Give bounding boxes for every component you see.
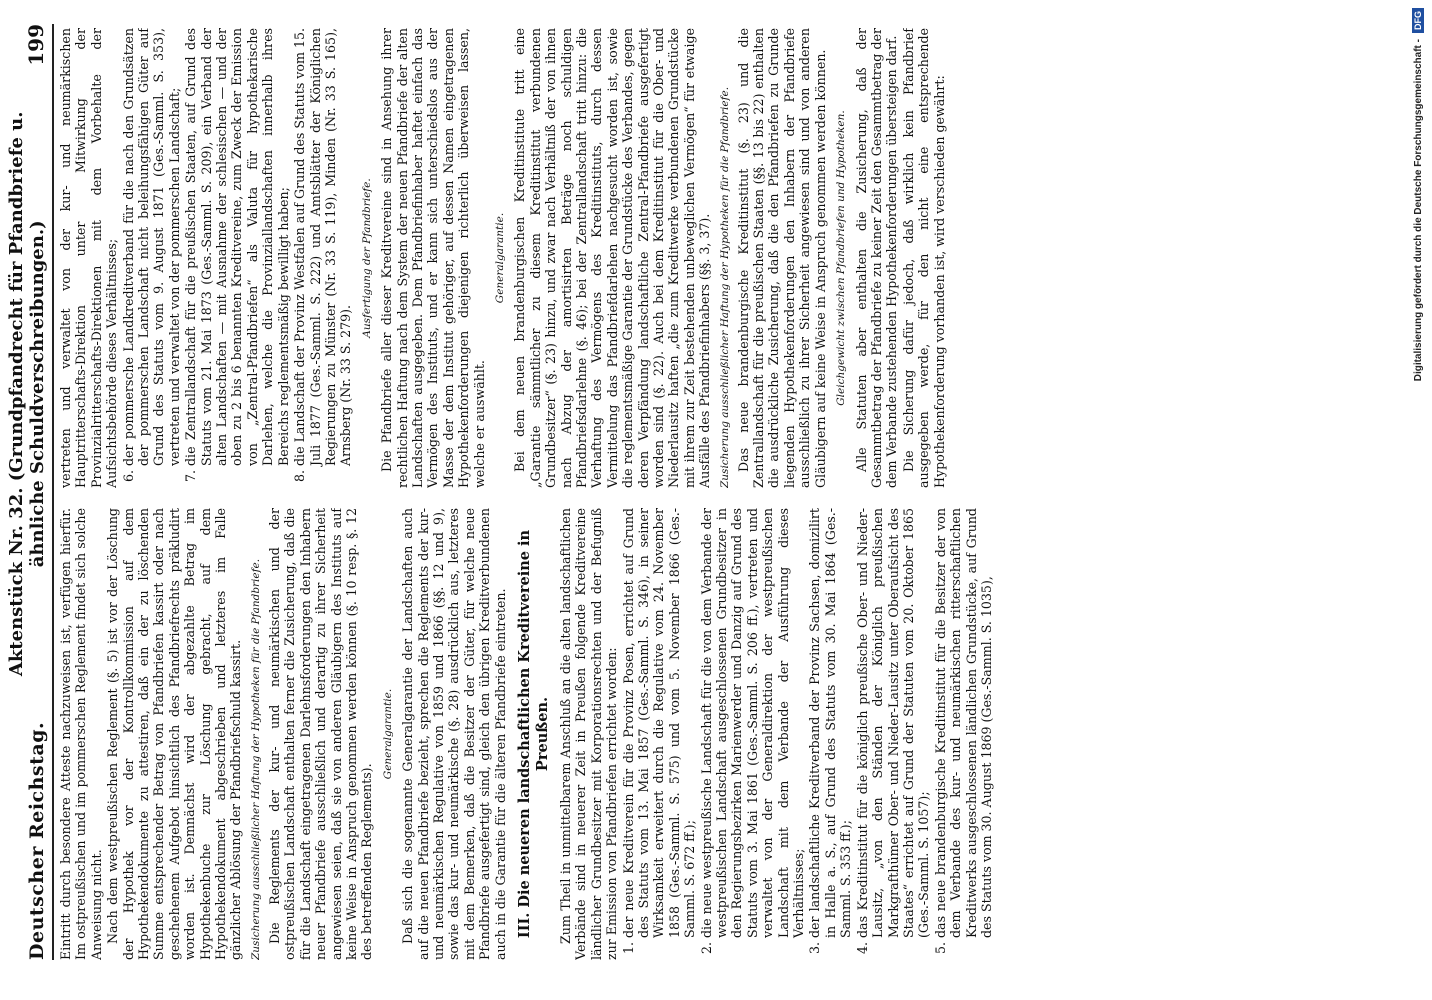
list-item: 4. das Kreditinstitut für die königlich preußische Ober- und Nieder-Lausitz, „von den Ständen der Königlich preußischen Markgrafthümer Ober- und Nieder-Lausitz unter Oberaufsicht des Staates“ errichtet auf Grund der Statuten vom 20. Oktober 1865 (Ges.-Samml. S. 1057); [855, 508, 932, 938]
paragraph: Die Reglements der kur- und neumärkischen und der ostpreußischen Landschaft enthalten ferner die Zusicherung, daß die für die Landschaft eingetragenen Darlehnsforderungen den Inhabern neuer Pfandbriefe ausschließlich und derartig zu ihrer Sicherheit angewiesen seien, daß sie von anderen Gläubigern des Instituts auf keine Weise in Anspruch genommen werden können (§. 10 resp. §. 12 des betreffenden Reglements). [266, 508, 375, 960]
page-number: 199 [24, 24, 48, 66]
footer-text: Digitalisierung gefördert durch die Deutsche Forschungsgemeinschaft - [1412, 39, 1424, 382]
list-item: 2. die neue westpreußische Landschaft für die von dem Verbande der westpreußischen Landschaft ausgeschlossenen Grundbesitzer in den Regierungsbezirken Marienwerder und Danzig auf Grund des Statuts vom 3. Mai 1861 (Ges.-Samml. S. 206 ff.), vertreten und verwaltet von der Generaldirektion der westpreußischen Landschaft mit dem Verbande der Ausführung dieses Verhältnisses; [699, 508, 807, 938]
paragraph: Das neue brandenburgische Kreditinstitut (§. 23) und die Zentrallandschaft für die preußischen Staaten (§§. 13 bis 22) enthalten die ausdrückliche Zusicherung, daß die den Pfandbriefen zu Grunde liegenden Hypothekenforderungen den Inhabern der Pfandbriefe ausschließlich zu ihrer Sicherheit angewiesen sind und von anderen Gläubigern auf keine Weise in Anspruch genommen werden können. [735, 28, 828, 488]
digitization-footer [1404, 0, 1432, 1000]
list-item: 7. die Zentrallandschaft für die preußischen Staaten, auf Grund des Statuts vom 21. Mai 1873 (Ges.-Samml. S. 209), ein Verband der alten Landschaften — mit Ausnahme der schlesischen — und der oben zu 2 bis 6 benannten Kreditvereine, zum Zweck der Emission von „Zentral-Pfandbriefen“ als Valuta für hypothekarische Darlehen, welche die Provinziallandschaften innerhalb ihres Bereichs reglementsmäßig bewilligt haben; [183, 28, 291, 466]
paragraph: Bei dem neuen brandenburgischen Kreditinstitute tritt eine „Garantie sämmtlicher zu diesem Kreditinstitut verbundenen Grundbesitzer“ (§. 23) hinzu, und zwar nach Verhältniß der von ihnen nach Abzug der amortisirten Beträge noch schuldigen Pfandbriefsdarlehne (§. 46); bei der Zentrallandschaft tritt hinzu: die Verhaftung des Vermögens des Kreditinstituts, durch dessen Vermittelung das Pfandbriefdarlehen nachgesucht worden ist, sowie die reglementsmäßige Garantie der Grundstücke des Verbandes, gegen deren Verpfändung landschaftliche Zentral-Pfandbriefe ausgefertigt worden sind (§. 22). Auch bei dem Kreditinstitut für die Ober- und Niederlausitz haften „die zum Kreditwerke verbundenen Grundstücke mit ihrem zur Zeit bestehenden unbeweglichen Vermögen“ für etwaige Ausfälle des Pfandbriefinhabers (§§. 3, 37). [512, 28, 713, 488]
margin-note: Generalgarantie. [493, 212, 506, 304]
page-header [4, 24, 54, 960]
list-item: 8. die Landschaft der Provinz Westfalen auf Grund des Statuts vom 15. Juli 1877 (Ges.-Samml. S. 222) und Amtsblätter der Königlichen Regierungen zu Münster (Nr. 33 S. 119), Minden (Nr. 33 S. 165), Arnsberg (Nr. 33 S. 279). [292, 28, 354, 466]
list-item: 6. der pommersche Landkreditverband für die nach den Grundsätzen der pommerschen Landschaft nicht beleihungsfähigen Güter auf Grund des Statuts vom 9. August 1871 (Ges.-Samml. S. 353), vertreten und verwaltet von der pommerschen Landschaft; [121, 28, 183, 466]
paragraph: Eintritt durch besondere Atteste nachzuweisen ist, verfügen hierfür. Im ostpreußischen und im pommerschen Reglement findet sich solche Anweisung nicht. [58, 508, 104, 960]
paragraph: Alle Statuten aber enthalten die Zusicherung, daß der Gesammtbetrag der Pfandbriefe zu keiner Zeit den Gesammtbetrag der dem Verbande zustehenden Hypothekenforderungen übersteigen darf. [853, 28, 900, 488]
paragraph: Daß sich die sogenannte Generalgarantie der Landschaften auch auf die neuen Pfandbriefe bezieht, sprechen die Reglements der kur- und neumärkischen Regulative von 1859 und 1866 (§§. 12 und 9), sowie das kur- und neumärkische (§. 28) ausdrücklich aus, letzteres mit dem Bemerken, daß die Besitzer der Güter, für welche neue Pfandbriefe ausgefertigt sind, gleich den übrigen Kreditverbundenen auch in die Garantie für die älteren Pfandbriefe eintreten. [400, 508, 508, 960]
paragraph: Die Sicherung dafür jedoch, daß wirklich kein Pfandbrief ausgegeben werde, für den nicht eine entsprechende Hypothekenforderung vorhanden ist, wird verschieden gewährt: [900, 28, 947, 488]
list-item: 5. das neue brandenburgische Kreditinstitut für die Besitzer der von dem Verbande des kur- und neumärkischen ritterschaftlichen Kreditwerks ausgeschlossenen ländlichen Grundstücke, auf Grund des Statuts vom 30. August 1869 (Ges.-Samml. S. 1035), [933, 508, 995, 938]
dfg-logo: DFG [1412, 8, 1424, 33]
margin-note: Zusicherung ausschließlicher Haftung der Hypotheken für die Pfandbriefe. [249, 558, 262, 960]
margin-note: Ausfertigung der Pfandbriefe. [360, 178, 373, 338]
header-center: Aktenstück Nr. 32. (Grundpfandrecht für Pfandbriefe u. ähnliche Schuldverschreibungen.) [6, 111, 48, 677]
margin-note: Zusicherung ausschließlicher Haftung der Hypotheken für die Pfandbriefe. [718, 86, 731, 488]
left-column [58, 508, 1395, 960]
header-left: Deutscher Reichstag. [26, 721, 48, 960]
paragraph: Nach dem westpreußischen Reglement (§. 5) ist vor der Löschung der Hypothek vor der Kontrollkommission auf dem Hypothekendokumente zu attestiren, daß ein der zu löschenden Summe entsprechender Betrag von Pfandbriefen kassirt oder nach geschehenem Aufgebot hinsichtlich des Pfandbriefrechts präkludirt worden ist. Demnächst wird der abgezahlte Betrag im Hypothekenbuche zur Löschung gebracht, auf dem Hypothekendokument abgeschrieben und letzteres im Falle gänzlicher Ablösung der Pfandbriefschuld kassirt. [105, 508, 244, 960]
margin-note: Generalgarantie. [381, 688, 394, 780]
paragraph: Zum Theil in unmittelbarem Anschluß an die alten landschaftlichen Verbände sind in neuerer Zeit in Preußen folgende Kreditvereine ländlicher Grundbesitzer mit Korporationsrechten und der Befugniß zur Emission von Pfandbriefen errichtet worden: [557, 508, 620, 960]
kreditverein-list [621, 508, 995, 960]
margin-note: Gleichgewicht zwischen Pfandbriefen und Hypotheken. [835, 110, 848, 406]
paragraph: vertreten und verwaltet von der kur- und neumärkischen Hauptritterschafts-Direktion unter Mitwirkung der Provinzialritterschafts-Direktionen mit dem Vorbehalte der Aufsichtsbehörde dieses Verhältnisses; [58, 28, 120, 488]
list-item: 3. der landschaftliche Kreditverband der Provinz Sachsen, domizilirt in Halle a. S., auf Grund des Statuts vom 30. Mai 1864 (Ges.-Samml. S. 353 ff.); [807, 508, 853, 938]
right-column [58, 28, 1395, 488]
list-item: 1. der neue Kreditverein für die Provinz Posen, errichtet auf Grund des Statuts vom 13. Mai 1857 (Ges.-Samml. S. 346), in seiner Wirksamkeit erweitert durch die Regulative vom 24. November 1858 (Ges.-Samml. S. 575) und vom 5. November 1866 (Ges.-Samml. S. 672 ff.); [621, 508, 698, 938]
kreditverein-list-continued [121, 28, 354, 488]
paragraph: Die Pfandbriefe aller dieser Kreditvereine sind in Ansehung ihrer rechtlichen Haftung nach dem System der neuen Pfandbriefe der alten Landschaften ausgegeben. Dem Pfandbriefinhaber haftet einfach das Vermögen des Instituts, und er kann sich unterschiedslos aus der Masse der dem Institut gehöriger, auf dessen Namen eingetragenen Hypothekenforderungen diejenigen richterlich überweisen lassen, welche er auswählt. [379, 28, 487, 488]
section-heading: III. Die neueren landschaftlichen Kreditvereine in Preußen. [515, 529, 551, 939]
